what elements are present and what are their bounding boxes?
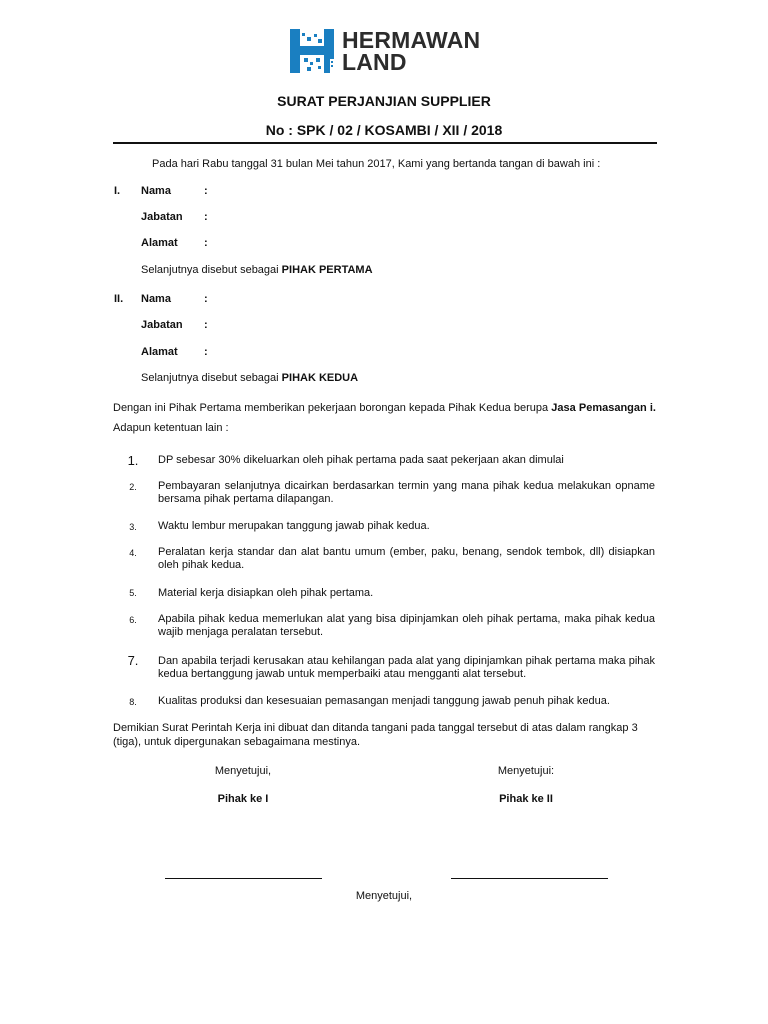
signature-left-role: Pihak ke I [217,793,269,805]
term-number: 6. [129,615,137,625]
term-text: Pembayaran selanjutnya dicairkan berdasarkan termin yang mana pihak kedua melakukan opname bersama pihak pertama dilapangan. [158,480,655,505]
term-number: 2. [129,482,137,492]
document-number: No : SPK / 02 / KOSAMBI / XII / 2018 [265,122,503,138]
party-1-address-colon: : [204,237,208,249]
opening-statement: Pada hari Rabu tanggal 31 bulan Mei tahun 2017, Kami yang bertanda tangan di bawah ini : [152,158,601,170]
term-number: 8. [129,697,137,707]
company-logo [290,27,490,75]
party-2-numeral: II. [114,293,124,305]
term-number: 3. [129,522,137,532]
party-2-address-colon: : [204,346,208,358]
term-number: 7. [127,653,139,668]
party-1-designation [141,264,373,276]
party-1-numeral: I. [114,185,121,197]
term-number: 4. [129,548,137,558]
title-divider [113,142,657,144]
party-2-position-label: Jabatan [141,319,183,331]
party-1-address-label: Alamat [141,237,178,249]
building-logo-icon [290,29,338,73]
logo-text-line1: HERMAWAN [342,27,481,53]
party-2-name-label: Nama [141,293,171,305]
intro-paragraph [113,398,656,438]
term-text: Dan apabila terjadi kerusakan atau kehilangan pada alat yang dipinjamkan pihak pertama maka pihak kedua bertanggung jawab untuk memperbaiki atau mengganti alat tersebut. [158,655,655,680]
signature-line-left [165,878,322,879]
party-1-position-colon: : [204,211,208,223]
term-text: DP sebesar 30% dikeluarkan oleh pihak pertama pada saat pekerjaan akan dimulai [158,454,564,466]
party-1-name-colon: : [204,185,208,197]
logo-text-line2: LAND [342,49,407,75]
party-1-position-label: Jabatan [141,211,183,223]
party-1-designation-prefix: Selanjutnya disebut sebagai [141,264,279,276]
party-2-name-colon: : [204,293,208,305]
term-number: 5. [129,588,137,598]
signature-left-caption: Menyetujui, [214,765,272,777]
term-text: Kualitas produksi dan kesesuaian pemasangan menjadi tanggung jawab penuh pihak kedua. [158,695,610,707]
party-2-designation-name: PIHAK KEDUA [281,372,359,384]
intro-prefix: Dengan ini Pihak Pertama memberikan pekerjaan borongan kepada Pihak Kedua berupa [113,402,549,414]
term-number: 1. [127,453,139,468]
term-text: Waktu lembur merupakan tanggung jawab pihak kedua. [158,520,430,532]
document-title: SURAT PERJANJIAN SUPPLIER [277,93,491,109]
intro-suffix: Adapun ketentuan lain : [113,422,229,434]
term-text: Apabila pihak kedua memerlukan alat yang bisa dipinjamkan oleh pihak pertama, maka pihak kedua wajib menjaga peralatan tersebut. [158,613,655,638]
term-text: Peralatan kerja standar dan alat bantu umum (ember, paku, benang, sendok tembok, dll) disiapkan oleh pihak kedua. [158,546,655,571]
signature-line-right [451,878,608,879]
intro-service: Jasa Pemasangan i. [551,402,656,414]
signature-right-role: Pihak ke II [499,793,553,805]
signature-right-caption: Menyetujui: [497,765,555,777]
term-text: Material kerja disiapkan oleh pihak pertama. [158,587,374,599]
party-2-address-label: Alamat [141,346,178,358]
closing-paragraph: Demikian Surat Perintah Kerja ini dibuat dan ditanda tangani pada tanggal tersebut di atas dalam rangkap 3 (tiga), untuk dipergunakan sebagaimana mestinya. [113,722,638,748]
party-2-designation [141,372,358,384]
party-1-name-label: Nama [141,185,171,197]
party-1-designation-name: PIHAK PERTAMA [281,264,373,276]
signature-bottom-caption: Menyetujui, [355,890,413,902]
party-2-position-colon: : [204,319,208,331]
party-2-designation-prefix: Selanjutnya disebut sebagai [141,372,279,384]
